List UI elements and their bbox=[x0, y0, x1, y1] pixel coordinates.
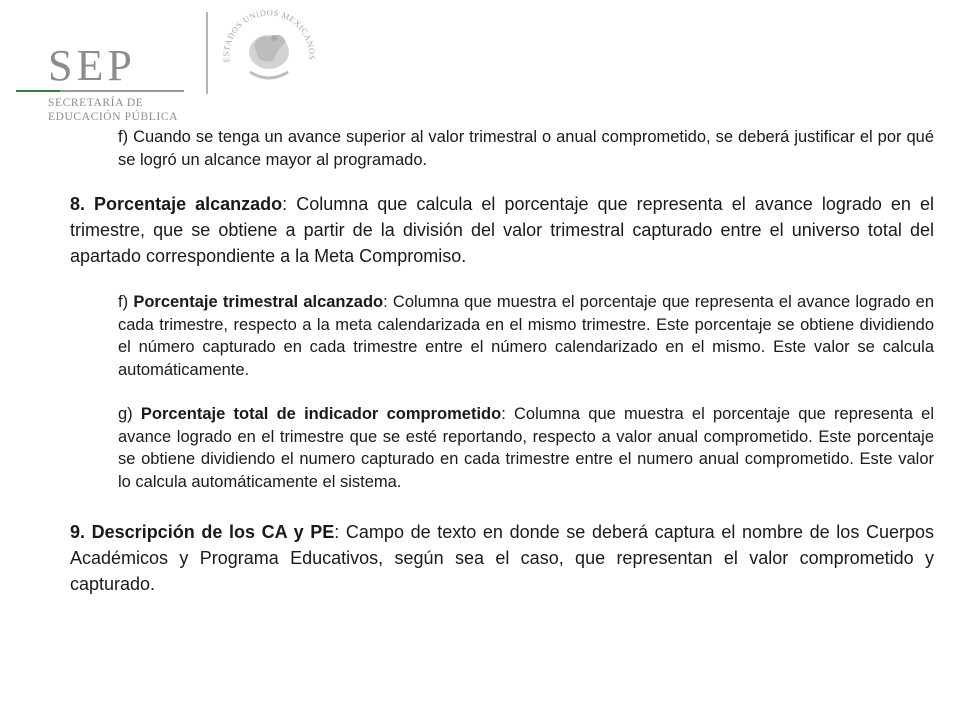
item-title: 8. Porcentaje alcanzado bbox=[70, 194, 283, 214]
item-f-avance-superior bbox=[118, 126, 934, 171]
item-text: : Campo de texto en donde se deberá captura el nombre de los Cuerpos Académicos y Programa Educativos, según sea el caso, que representan el valor comprometido y capturado. bbox=[70, 522, 934, 594]
document-body bbox=[70, 126, 934, 597]
item-8-porcentaje-alcanzado bbox=[70, 191, 934, 269]
item-prefix: f) bbox=[118, 293, 134, 311]
item-prefix: g) bbox=[118, 405, 141, 423]
item-text: : Columna que muestra el porcentaje que representa el avance logrado en cada trimestre, respecto a la meta calendarizada en el mismo trimestre. Este porcentaje se obtiene dividiendo el número capturado en cada trimestre entre el número calendarizado en el mismo. Este valor se calcula automáticamente. bbox=[118, 293, 935, 379]
sep-logo-rule-accent bbox=[16, 90, 60, 92]
page-header bbox=[0, 0, 960, 123]
sep-logo bbox=[8, 22, 198, 123]
header-divider bbox=[206, 12, 208, 94]
item-text: : Columna que muestra el porcentaje que representa el avance logrado en el trimestre que se esté reportando, respecto a valor anual comprometido. Este porcentaje se obtiene dividiendo el numero capturado en cada trimestre entre el numero anual comprometido. Este valor lo calcula automáticamente el sistema. bbox=[118, 405, 935, 491]
sep-logo-line-2: EDUCACIÓN PÚBLICA bbox=[48, 111, 178, 123]
item-text: : Columna que calcula el porcentaje que representa el avance logrado en el trimestre, que se obtiene a partir de la división del valor trimestral capturado entre el universo total del apartado correspondiente a la Meta Compromiso. bbox=[70, 194, 934, 266]
sep-logo-word: SEP bbox=[48, 41, 136, 90]
item-text: Cuando se tenga un avance superior al valor trimestral o anual comprometido, se deberá justificar el por qué se logró un alcance mayor al programado. bbox=[118, 128, 934, 169]
item-g-porcentaje-total bbox=[118, 403, 934, 493]
item-title: 9. Descripción de los CA y PE bbox=[70, 522, 335, 542]
seal-text: ESTADOS UNIDOS MEXICANOS bbox=[220, 7, 318, 63]
national-seal-icon bbox=[214, 2, 324, 98]
item-f-porcentaje-trimestral bbox=[118, 291, 934, 381]
item-title: Porcentaje total de indicador comprometido bbox=[140, 405, 502, 423]
item-title: Porcentaje trimestral alcanzado bbox=[133, 293, 384, 311]
item-prefix: f) bbox=[118, 128, 134, 146]
item-9-descripcion-ca-pe bbox=[70, 519, 934, 597]
sep-logo-subtitle bbox=[48, 96, 178, 124]
sep-logo-line-1: SECRETARÍA DE bbox=[48, 97, 144, 109]
